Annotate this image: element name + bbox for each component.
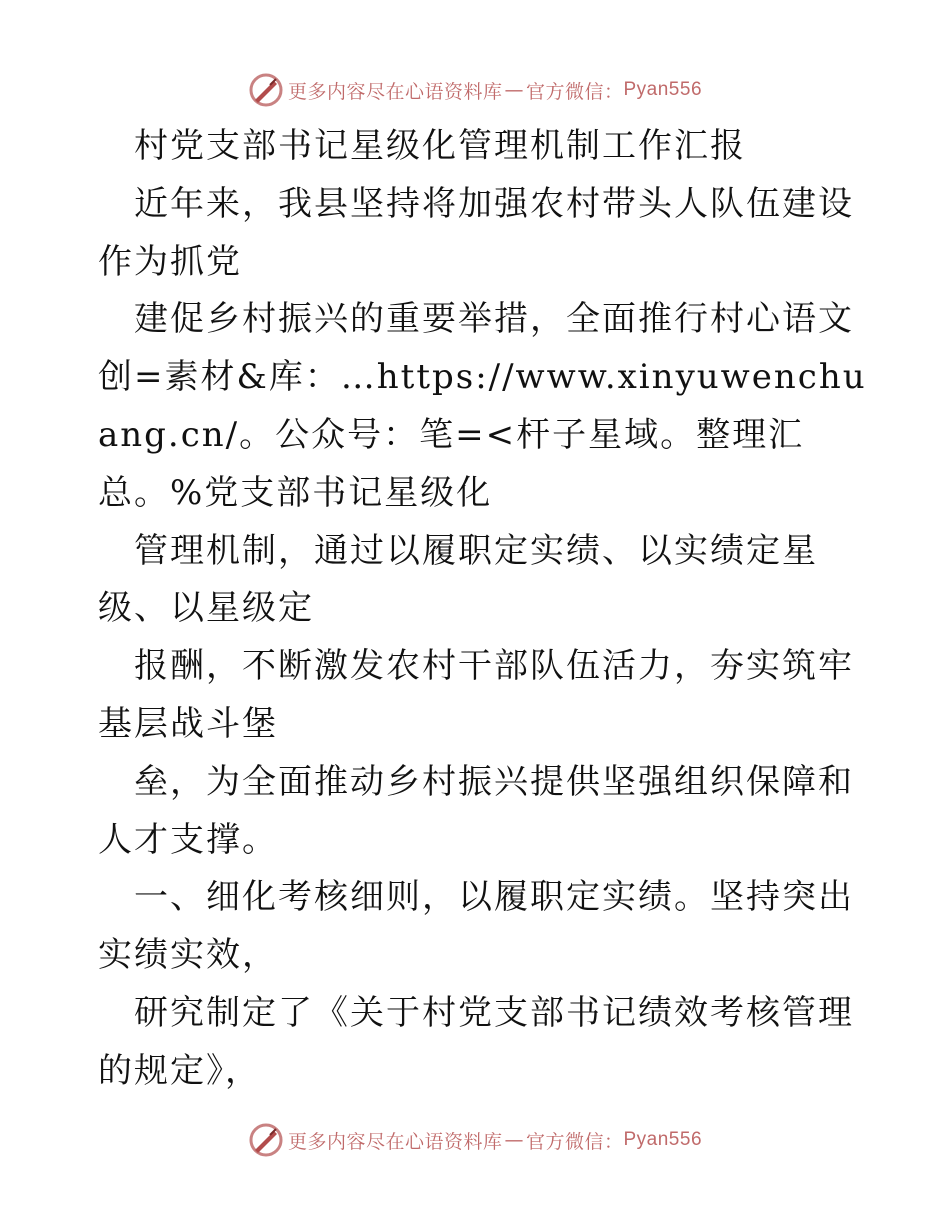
banner-wechat-id: Pyan556 [623,1129,703,1150]
paragraph-3: 管理机制，通过以履职定实绩、以实绩定星级、以星级定 [98,530,818,629]
quill-logo-icon [248,72,284,108]
paragraph-6: 一、细化考核细则，以履职定实绩。坚持突出实绩实效， [98,877,854,976]
paragraph-7: 研究制定了《关于村党支部书记绩效考核管理的规定》， [98,992,854,1091]
quill-logo-icon [248,1122,284,1158]
paragraph-1: 近年来，我县坚持将加强农村带头人队伍建设作为抓党 [98,183,854,282]
header-watermark [0,70,950,110]
paragraph-4: 报酬，不断激发农村干部队伍活力，夯实筑牢基层战斗堡 [98,646,854,744]
document-title: 村党支部书记星级化管理机制工作汇报 [134,126,746,166]
banner-text: 更多内容尽在心语资料库 [287,1130,503,1153]
banner-wechat-label: 官方微信： [525,80,624,103]
banner-wechat-label: 官方微信： [525,1130,624,1153]
footer-watermark [0,1120,950,1160]
paragraph-5: 垒，为全面推动乡村振兴提供坚强组织保障和人才支撑。 [98,761,854,860]
banner-separator: — [504,1129,524,1151]
banner-wechat-id: Pyan556 [623,79,703,100]
banner-separator: — [504,79,524,101]
document-body [98,118,868,1101]
paragraph-2: 建促乡村振兴的重要举措，全面推行村心语文创=素材&库：…https://www.xinyuwenchuang.cn/。公众号：笔=<杆子星域。整理汇总。%党支部书记星级化 [98,299,867,513]
banner-text: 更多内容尽在心语资料库 [287,80,503,103]
